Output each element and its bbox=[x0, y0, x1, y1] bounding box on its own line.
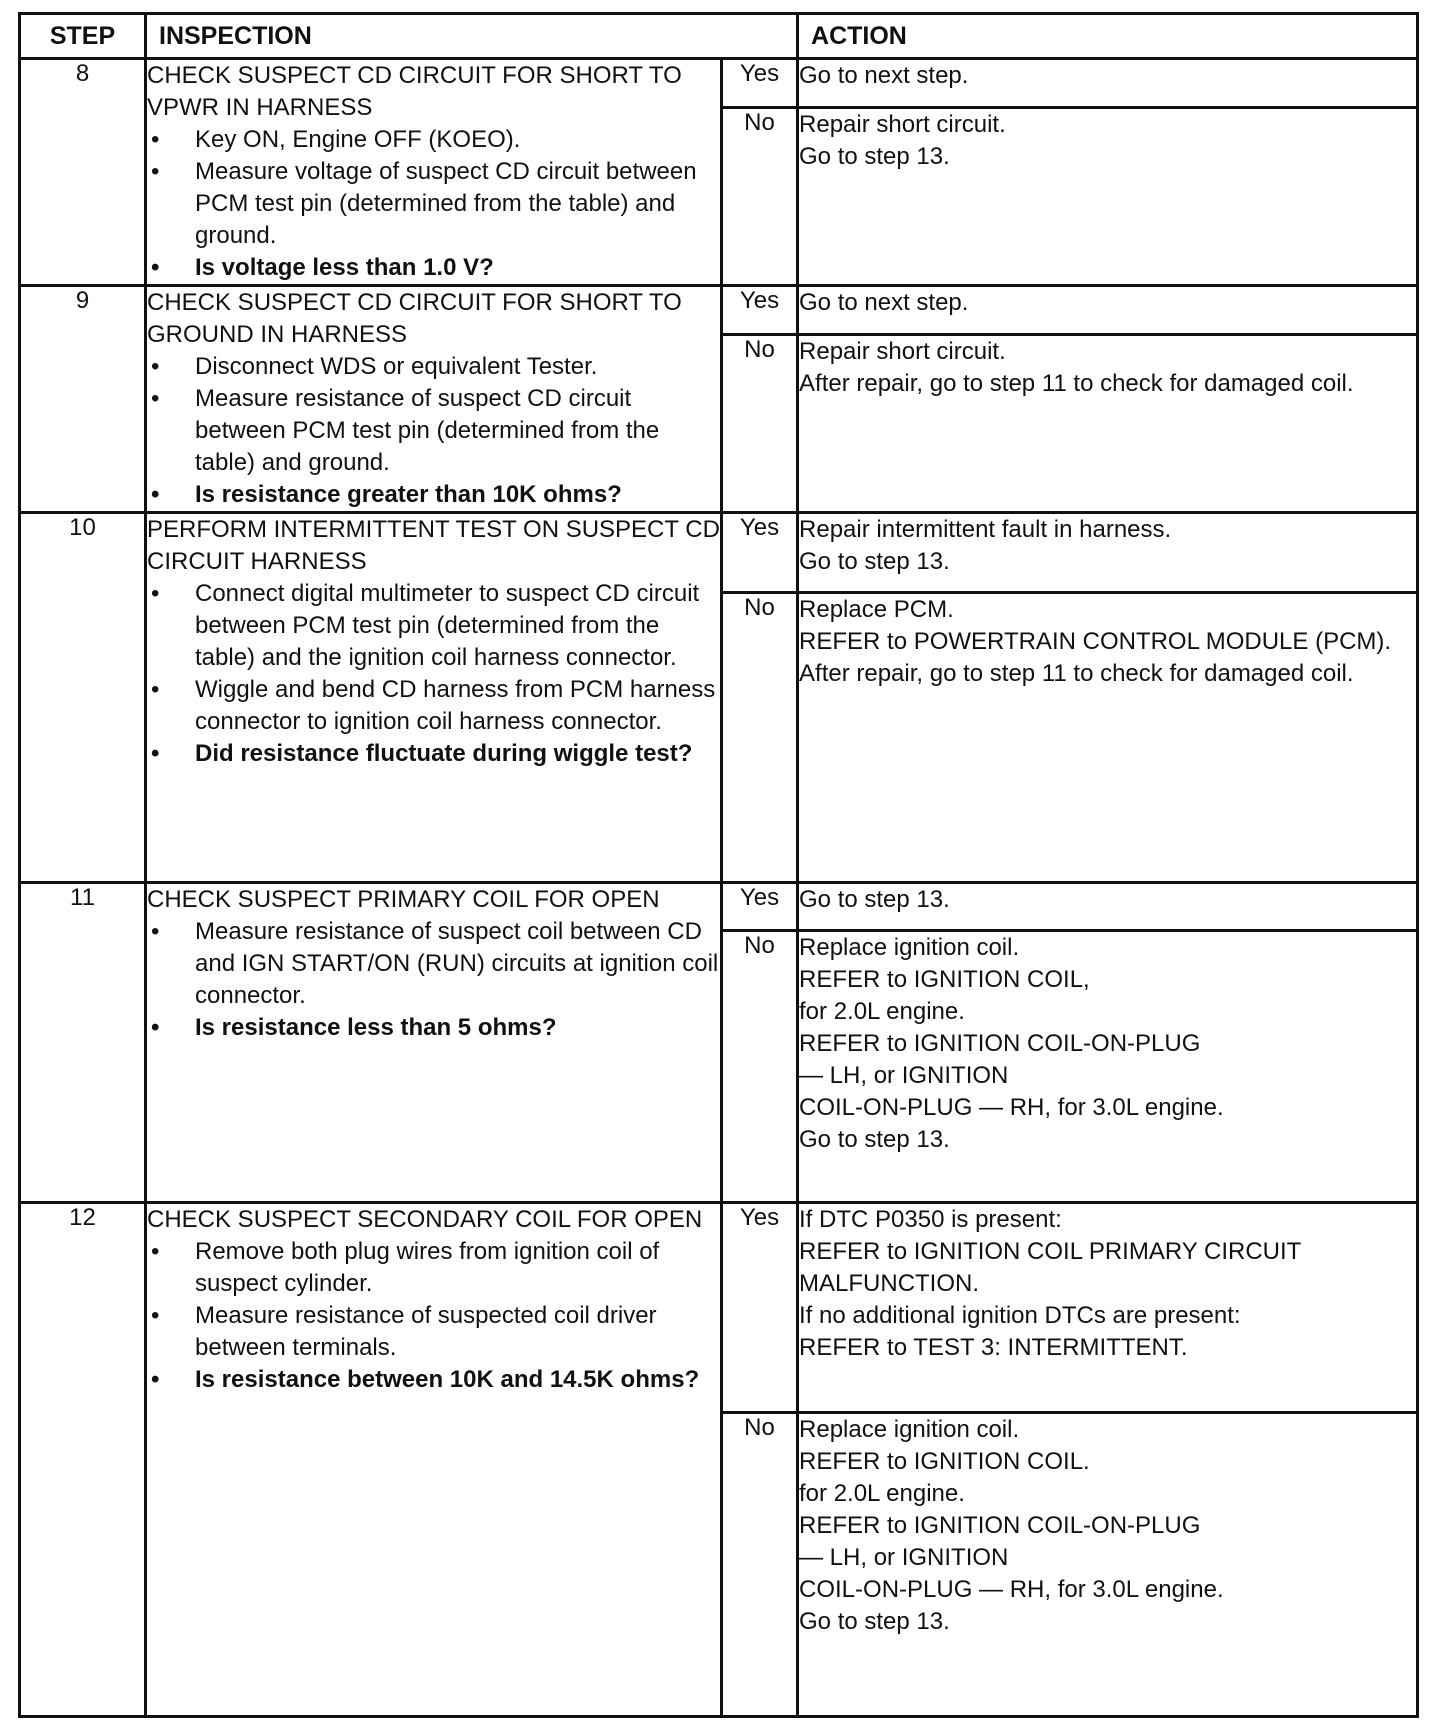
bullet-list bbox=[147, 578, 720, 770]
yes-label: Yes bbox=[722, 513, 798, 593]
step-title: CHECK SUSPECT SECONDARY COIL FOR OPEN bbox=[147, 1206, 703, 1233]
no-label: No bbox=[722, 335, 798, 513]
step-title: CHECK SUSPECT CD CIRCUIT FOR SHORT TO VPWR IN HARNESS bbox=[147, 62, 682, 121]
action-text: Repair short circuit. Go to step 13. bbox=[799, 111, 1006, 171]
step-question: • Is resistance between 10K and 14.5K ohms? bbox=[147, 1364, 720, 1396]
inspection-cell bbox=[146, 1203, 722, 1717]
no-action bbox=[798, 931, 1418, 1203]
step-number: 12 bbox=[20, 1203, 146, 1717]
bullet-list bbox=[147, 351, 720, 511]
bullet-item: • Connect digital multimeter to suspect CD circuit between PCM test pin (determined from the table) and the ignition coil harness connector. bbox=[147, 578, 720, 674]
step-question: • Is voltage less than 1.0 V? bbox=[147, 252, 720, 284]
no-label: No bbox=[722, 1413, 798, 1717]
bullet-item: • Measure resistance of suspect coil between CD and IGN START/ON (RUN) circuits at ignition coil connector. bbox=[147, 916, 720, 1012]
step-row-8-yes bbox=[20, 59, 1418, 108]
step-question: • Did resistance fluctuate during wiggle test? bbox=[147, 738, 720, 770]
yes-action bbox=[798, 59, 1418, 108]
step-number: 11 bbox=[20, 883, 146, 1203]
diagnostic-table bbox=[18, 12, 1419, 1718]
inspection-table-sheet bbox=[18, 12, 1416, 1718]
action-text: Go to next step. bbox=[799, 289, 969, 316]
no-label: No bbox=[722, 593, 798, 883]
action-header: ACTION bbox=[798, 14, 1418, 59]
step-number: 8 bbox=[20, 59, 146, 286]
step-number: 9 bbox=[20, 286, 146, 513]
action-text: Go to step 13. bbox=[799, 886, 950, 913]
action-text: Replace PCM. REFER to POWERTRAIN CONTROL MODULE (PCM). After repair, go to step 11 to check for damaged coil. bbox=[799, 596, 1392, 687]
action-text: Go to next step. bbox=[799, 62, 969, 89]
yes-action bbox=[798, 513, 1418, 593]
step-row-10-yes bbox=[20, 513, 1418, 593]
yes-label: Yes bbox=[722, 883, 798, 931]
inspection-cell bbox=[146, 883, 722, 1203]
bullet-item: • Measure resistance of suspect CD circuit between PCM test pin (determined from the table) and ground. bbox=[147, 383, 720, 479]
action-text: If DTC P0350 is present: REFER to IGNITION COIL PRIMARY CIRCUIT MALFUNCTION. If no additional ignition DTCs are present: REFER to TEST 3: INTERMITTENT. bbox=[799, 1206, 1301, 1361]
step-row-11-yes bbox=[20, 883, 1418, 931]
yes-action bbox=[798, 1203, 1418, 1413]
step-header: STEP bbox=[20, 14, 146, 59]
inspection-cell bbox=[146, 59, 722, 286]
step-row-12-yes bbox=[20, 1203, 1418, 1413]
no-action bbox=[798, 1413, 1418, 1717]
step-question: • Is resistance less than 5 ohms? bbox=[147, 1012, 720, 1044]
inspection-header: INSPECTION bbox=[146, 14, 798, 59]
yes-label: Yes bbox=[722, 59, 798, 108]
bullet-list bbox=[147, 1236, 720, 1396]
yes-action bbox=[798, 286, 1418, 335]
bullet-list bbox=[147, 916, 720, 1044]
bullet-list bbox=[147, 124, 720, 284]
bullet-item: • Measure resistance of suspected coil driver between terminals. bbox=[147, 1300, 720, 1364]
no-action bbox=[798, 108, 1418, 286]
yes-label: Yes bbox=[722, 1203, 798, 1413]
no-label: No bbox=[722, 931, 798, 1203]
no-label: No bbox=[722, 108, 798, 286]
action-text: Repair intermittent fault in harness. Go to step 13. bbox=[799, 516, 1172, 575]
step-title: PERFORM INTERMITTENT TEST ON SUSPECT CD CIRCUIT HARNESS bbox=[147, 516, 720, 575]
action-text: Replace ignition coil. REFER to IGNITION COIL. for 2.0L engine. REFER to IGNITION COIL-ON-PLUG — LH, or IGNITION COIL-ON-PLUG — RH, for 3.0L engine. Go to step 13. bbox=[799, 1416, 1224, 1635]
bullet-item: • Wiggle and bend CD harness from PCM harness connector to ignition coil harness connector. bbox=[147, 674, 720, 738]
inspection-cell bbox=[146, 513, 722, 883]
bullet-item: • Key ON, Engine OFF (KOEO). bbox=[147, 124, 720, 156]
no-action bbox=[798, 335, 1418, 513]
no-action bbox=[798, 593, 1418, 883]
bullet-item: • Disconnect WDS or equivalent Tester. bbox=[147, 351, 720, 383]
header-row bbox=[20, 14, 1418, 59]
step-number: 10 bbox=[20, 513, 146, 883]
action-text: Repair short circuit. After repair, go to step 11 to check for damaged coil. bbox=[799, 338, 1354, 398]
inspection-cell bbox=[146, 286, 722, 513]
step-title: CHECK SUSPECT PRIMARY COIL FOR OPEN bbox=[147, 886, 660, 913]
step-title: CHECK SUSPECT CD CIRCUIT FOR SHORT TO GROUND IN HARNESS bbox=[147, 289, 682, 348]
yes-label: Yes bbox=[722, 286, 798, 335]
step-row-9-yes bbox=[20, 286, 1418, 335]
bullet-item: • Remove both plug wires from ignition coil of suspect cylinder. bbox=[147, 1236, 720, 1300]
action-text: Replace ignition coil. REFER to IGNITION COIL, for 2.0L engine. REFER to IGNITION COIL-ON-PLUG — LH, or IGNITION COIL-ON-PLUG — RH, for 3.0L engine. Go to step 13. bbox=[799, 934, 1224, 1153]
bullet-item: • Measure voltage of suspect CD circuit between PCM test pin (determined from the table) and ground. bbox=[147, 156, 720, 252]
step-question: • Is resistance greater than 10K ohms? bbox=[147, 479, 720, 511]
yes-action bbox=[798, 883, 1418, 931]
